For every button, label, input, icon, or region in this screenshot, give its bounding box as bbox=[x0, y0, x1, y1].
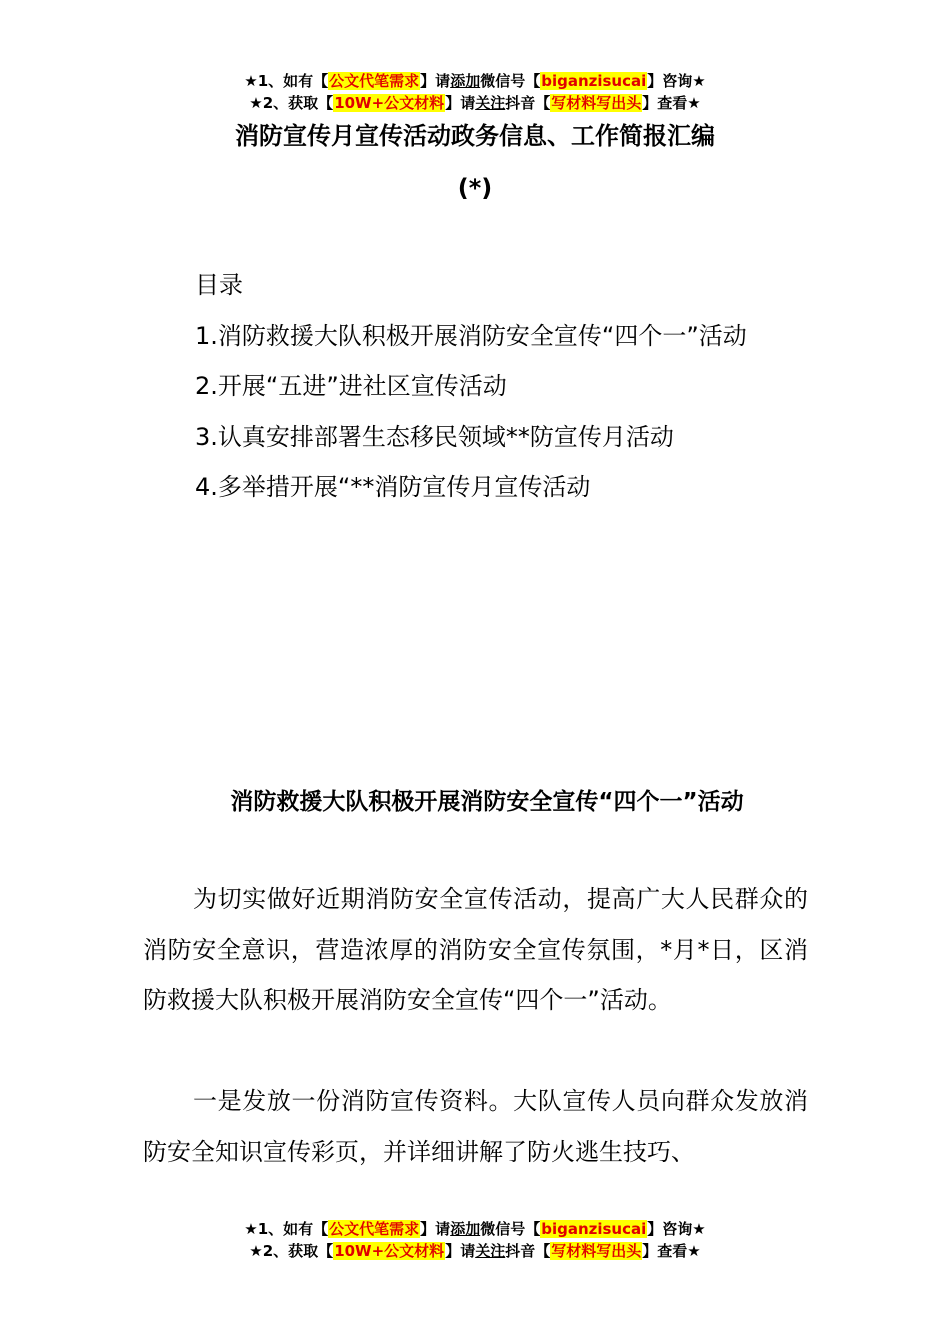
highlight-wechat-id: biganzisucai bbox=[541, 72, 647, 90]
banner-text: 抖音【 bbox=[505, 1242, 551, 1260]
body-paragraph: 为切实做好近期消防安全宣传活动，提高广大人民群众的消防安全意识，营造浓厚的消防安全宣传氛围，*月*日，区消防救援大队积极开展消防安全宣传“四个一”活动。 bbox=[143, 885, 808, 1014]
banner-text: ★1、如有【 bbox=[244, 72, 329, 90]
highlight-ghostwriting: 公文代笔需求 bbox=[329, 72, 420, 90]
section-title: 消防救援大队积极开展消防安全宣传“四个一”活动 bbox=[230, 789, 744, 815]
table-of-contents bbox=[195, 260, 835, 513]
document-subtitle: (*) bbox=[457, 174, 493, 202]
banner-text: 微信号【 bbox=[480, 1220, 541, 1238]
highlight-materials: 10W+公文材料 bbox=[334, 1242, 445, 1260]
banner-line-1 bbox=[0, 1218, 950, 1240]
banner-line-2 bbox=[0, 1240, 950, 1262]
underlined-text: 关注 bbox=[475, 1242, 506, 1260]
document-title: 消防宣传月宣传活动政务信息、工作简报汇编 bbox=[235, 122, 715, 150]
banner-text: 】请 bbox=[420, 72, 451, 90]
body-paragraph: 一是发放一份消防宣传资料。大队宣传人员向群众发放消防安全知识宣传彩页，并详细讲解了防火逃生技巧、 bbox=[143, 1087, 808, 1166]
banner-text: 】请 bbox=[445, 1242, 476, 1260]
banner-text: ★2、获取【 bbox=[249, 94, 334, 112]
toc-heading: 目录 bbox=[195, 271, 243, 299]
banner-text: 】咨询★ bbox=[647, 1220, 706, 1238]
banner-text: 】查看★ bbox=[642, 94, 701, 112]
underlined-text: 添加 bbox=[450, 1220, 481, 1238]
banner-text: 】咨询★ bbox=[647, 72, 706, 90]
footer-banner bbox=[0, 1218, 950, 1262]
banner-text: 抖音【 bbox=[505, 94, 551, 112]
highlight-ghostwriting: 公文代笔需求 bbox=[329, 1220, 420, 1238]
banner-text: 】请 bbox=[420, 1220, 451, 1238]
banner-line-2 bbox=[0, 92, 950, 114]
highlight-materials: 10W+公文材料 bbox=[334, 94, 445, 112]
toc-item: 3.认真安排部署生态移民领域**防宣传月活动 bbox=[195, 422, 674, 451]
banner-text: ★2、获取【 bbox=[249, 1242, 334, 1260]
highlight-douyin-account: 写材料写出头 bbox=[551, 1242, 642, 1260]
underlined-text: 关注 bbox=[475, 94, 506, 112]
banner-text: 】请 bbox=[445, 94, 476, 112]
underlined-text: 添加 bbox=[450, 72, 481, 90]
header-banner bbox=[0, 70, 950, 114]
toc-item: 2.开展“五进”进社区宣传活动 bbox=[195, 372, 507, 400]
banner-text: 】查看★ bbox=[642, 1242, 701, 1260]
highlight-wechat-id: biganzisucai bbox=[541, 1220, 647, 1238]
highlight-douyin-account: 写材料写出头 bbox=[551, 94, 642, 112]
banner-text: 微信号【 bbox=[480, 72, 541, 90]
banner-text: ★1、如有【 bbox=[244, 1220, 329, 1238]
toc-item: 1.消防救援大队积极开展消防安全宣传“四个一”活动 bbox=[195, 321, 747, 350]
banner-line-1 bbox=[0, 70, 950, 92]
toc-item: 4.多举措开展“**消防宣传月宣传活动 bbox=[195, 473, 591, 501]
